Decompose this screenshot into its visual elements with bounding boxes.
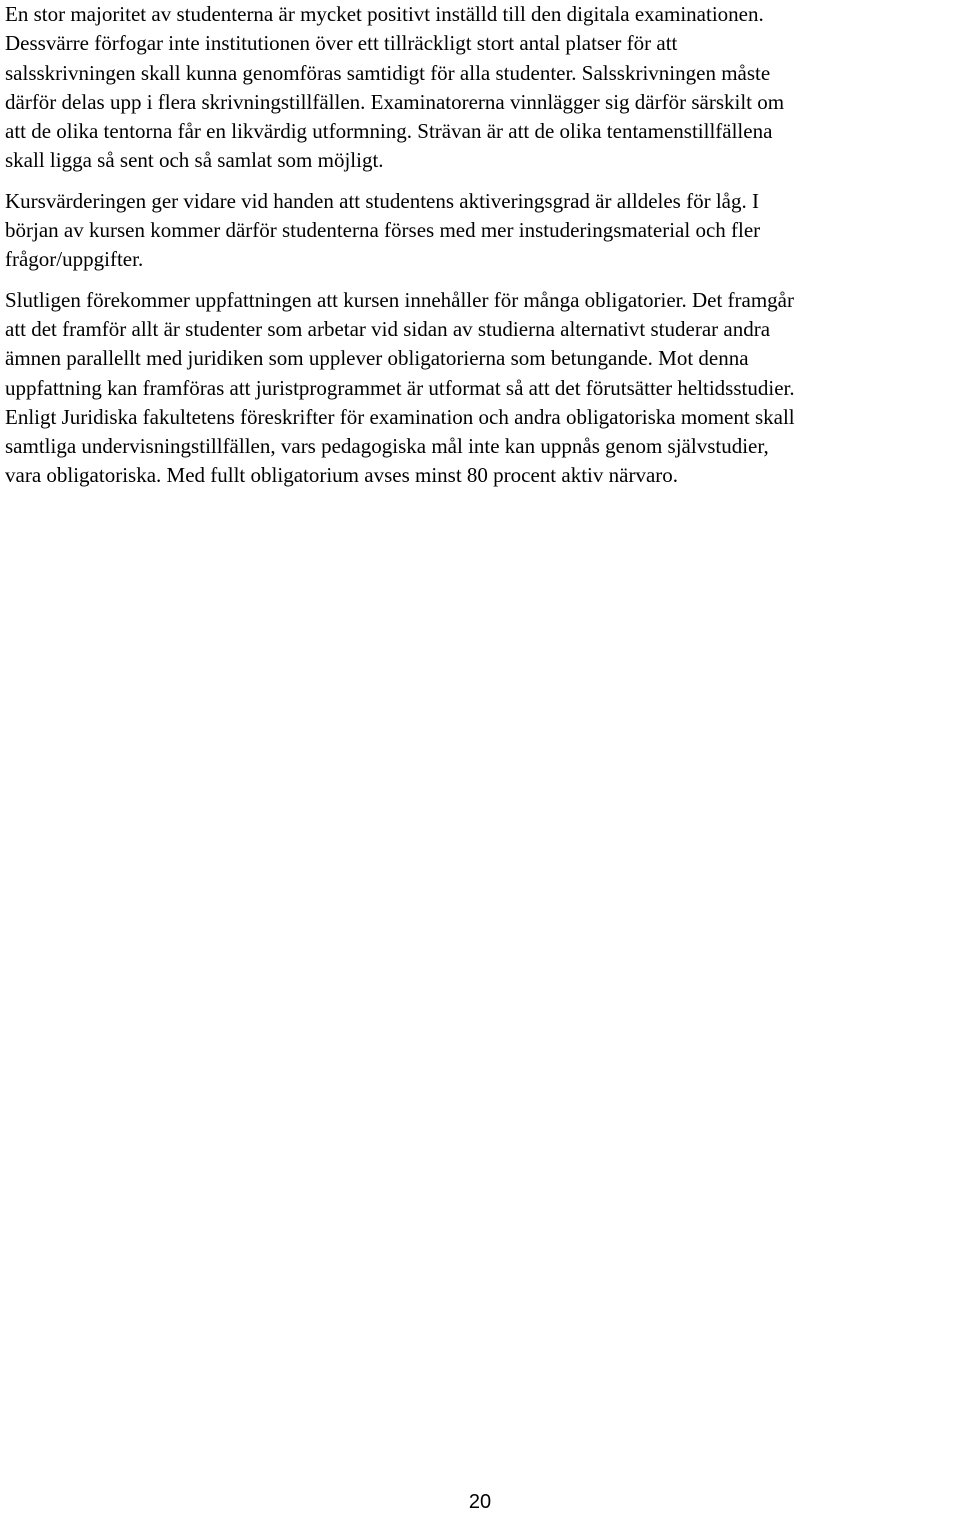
- text-line: att det framför allt är studenter som arbetar vid sidan av studierna alternativt studerar andra: [5, 316, 771, 341]
- paragraph-digital-examination: [5, 0, 957, 176]
- page-number: 20: [468, 1491, 492, 1513]
- text-line: vara obligatoriska. Med fullt obligatorium avses minst 80 procent aktiv närvaro.: [5, 463, 679, 488]
- text-line: Enligt Juridiska fakultetens föreskrifter för examination och andra obligatoriska moment skall: [5, 404, 795, 429]
- text-line: uppfattning kan framföras att juristprogrammet är utformat så att det förutsätter heltidsstudier.: [5, 375, 795, 400]
- text-line: ämnen parallellt med juridiken som upplever obligatorierna som betungande. Mot denna: [5, 346, 749, 371]
- text-line: En stor majoritet av studenterna är mycket positivt inställd till den digitala examinationen.: [5, 2, 764, 26]
- text-line: därför delas upp i flera skrivningstillfällen. Examinatorerna vinnlägger sig därför särskilt om: [5, 89, 785, 114]
- text-line: att de olika tentorna får en likvärdig utformning. Strävan är att de olika tentamenstillfällena: [5, 119, 773, 144]
- text-line: Dessvärre förfogar inte institutionen över ett tillräckligt stort antal platser för att: [5, 31, 678, 56]
- text-line: frågor/uppgifter.: [5, 247, 144, 272]
- text-line: Slutligen förekommer uppfattningen att kursen innehåller för många obligatorier. Det framgår: [5, 287, 794, 312]
- text-line: början av kursen kommer därför studenterna förses med mer instuderingsmaterial och fler: [5, 218, 761, 243]
- paragraph-mandatory-elements: [5, 286, 957, 491]
- paragraph-activation: [5, 187, 957, 275]
- text-line: skall ligga så sent och så samlat som möjligt.: [5, 148, 384, 173]
- text-line: salsskrivningen skall kunna genomföras samtidigt för alla studenter. Salsskrivningen måste: [5, 60, 771, 85]
- text-line: samtliga undervisningstillfällen, vars pedagogiska mål inte kan uppnås genom självstudier,: [5, 434, 769, 459]
- text-line: Kursvärderingen ger vidare vid handen att studentens aktiveringsgrad är alldeles för låg. I: [5, 188, 759, 213]
- document-body: [5, 0, 957, 502]
